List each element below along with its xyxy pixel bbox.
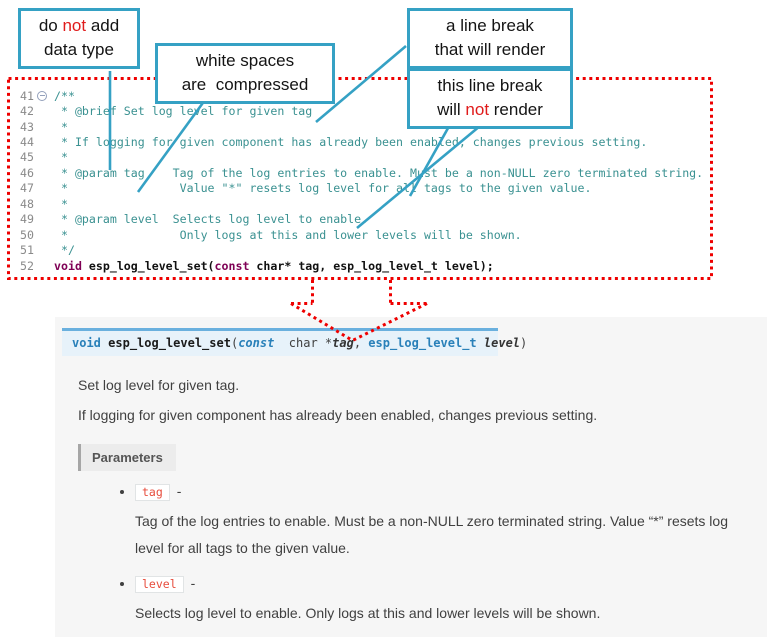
function-signature-bar (62, 328, 528, 356)
text-segment: add (86, 16, 120, 35)
fold-gutter (37, 152, 47, 162)
code-line (10, 242, 703, 257)
fold-gutter (37, 199, 47, 209)
text-segment: esp_log_level_set (108, 336, 231, 350)
text-segment: a line break (446, 16, 534, 35)
code-text[interactable] (47, 89, 75, 103)
code-segment: * (54, 196, 68, 211)
fold-gutter (37, 122, 47, 132)
code-segment: */ (54, 243, 75, 258)
line-number: 47 (20, 181, 34, 196)
code-text[interactable] (47, 212, 368, 226)
fold-gutter (37, 183, 47, 193)
code-text[interactable] (47, 259, 494, 273)
code-line (10, 119, 703, 134)
eclipse-code-editor[interactable] (10, 88, 703, 273)
code-segment: * @param level Selects log level to enable. (54, 212, 369, 227)
fold-gutter (37, 230, 47, 240)
text-segment: * (324, 336, 333, 350)
fold-gutter (37, 137, 47, 147)
code-text[interactable] (47, 150, 68, 164)
code-segment: /** (54, 88, 75, 103)
code-segment: * @brief Set log level for given tag (54, 104, 313, 119)
code-text[interactable] (47, 181, 591, 195)
doc-detail-paragraph: If logging for given component has already been enabled, changes previous setting. (78, 407, 598, 423)
code-line (10, 150, 703, 165)
code-text[interactable] (47, 104, 312, 118)
text-segment: are compressed (181, 75, 309, 95)
fold-gutter (37, 168, 47, 178)
text-segment: that will render (434, 40, 546, 60)
param-separator: - (176, 483, 182, 499)
type-link[interactable]: esp_log_level_t (368, 336, 477, 350)
rendered-docs-panel (55, 317, 767, 637)
text-segment: level (483, 336, 521, 350)
doc-brief-paragraph: Set log level for given tag. (78, 377, 240, 393)
text-segment: white spaces (195, 51, 295, 70)
line-number: 44 (20, 135, 34, 150)
code-segment: char* tag, esp_log_level_t level); (249, 258, 494, 273)
param-desc-tag: Tag of the log entries to enable. Must be a non-NULL zero terminated string. Value “*” resets log level for all tags to the given value. (135, 513, 728, 556)
fold-gutter (37, 106, 47, 116)
param-item-level (135, 575, 767, 627)
callout-line-break-will-render (407, 8, 573, 69)
fold-gutter (37, 261, 47, 271)
text-segment: not (465, 100, 490, 120)
code-segment: const (214, 258, 250, 273)
text-segment: not (62, 16, 87, 35)
param-separator: - (190, 575, 196, 591)
code-segment: * Only logs at this and lower levels will be shown. (54, 227, 522, 242)
code-segment: * Value "*" resets log level for all tags to the given value. (54, 181, 592, 196)
text-segment: ( (230, 336, 239, 350)
code-line (10, 258, 703, 273)
line-number: 42 (20, 104, 34, 119)
fold-collapse-icon[interactable] (37, 91, 47, 101)
code-text[interactable] (47, 228, 522, 242)
type-link[interactable]: void (72, 336, 101, 350)
text-segment: render (489, 100, 543, 120)
text-segment: this line break (437, 76, 543, 95)
code-line (10, 212, 703, 227)
text-segment (477, 336, 484, 350)
line-number: 43 (20, 119, 34, 134)
text-segment: data type (44, 40, 114, 60)
line-number: 52 (20, 258, 34, 273)
callout-do-not-add-data-type (18, 8, 140, 69)
line-number: 46 (20, 165, 34, 180)
code-text[interactable] (47, 166, 703, 180)
text-segment: tag (332, 336, 354, 350)
fold-gutter (37, 214, 47, 224)
line-number: 45 (20, 150, 34, 165)
param-literal-tag: tag (135, 484, 170, 501)
code-text[interactable] (47, 135, 647, 149)
code-line (10, 196, 703, 211)
text-segment: const (238, 336, 275, 350)
line-number: 48 (20, 196, 34, 211)
code-line (10, 103, 703, 118)
code-text[interactable] (47, 243, 75, 257)
code-segment: * @param tag Tag of the log entries to enable. Must be a non-NULL zero terminated string. (54, 165, 704, 180)
code-segment: * If logging for given component has already been enabled, changes previous setting. (54, 135, 648, 150)
code-text[interactable] (47, 197, 68, 211)
callout-white-spaces-compressed (155, 43, 335, 104)
text-segment: will (437, 100, 466, 120)
code-text[interactable] (47, 120, 68, 134)
text-segment: do (38, 16, 63, 35)
text-segment: ) (520, 336, 528, 350)
code-line (10, 227, 703, 242)
param-literal-level: level (135, 576, 184, 593)
param-item-tag (135, 483, 767, 562)
code-line (10, 181, 703, 196)
fold-gutter (37, 245, 47, 255)
line-number: 49 (20, 212, 34, 227)
code-segment: * (54, 150, 68, 165)
param-desc-level: Selects log level to enable. Only logs at this and lower levels will be shown. (135, 605, 601, 621)
code-segment: void (54, 258, 82, 273)
text-segment: char (274, 336, 325, 350)
code-line (10, 134, 703, 149)
line-number: 50 (20, 227, 34, 242)
text-segment: , (353, 336, 369, 350)
code-line (10, 165, 703, 180)
callout-line-break-will-not-render (407, 68, 573, 129)
line-number: 51 (20, 243, 34, 258)
code-segment: * (54, 119, 68, 134)
line-number: 41 (20, 88, 34, 103)
code-line (10, 88, 703, 103)
parameters-heading: Parameters (78, 444, 176, 471)
code-segment: esp_log_level_set( (81, 258, 215, 273)
param-list (55, 483, 767, 627)
